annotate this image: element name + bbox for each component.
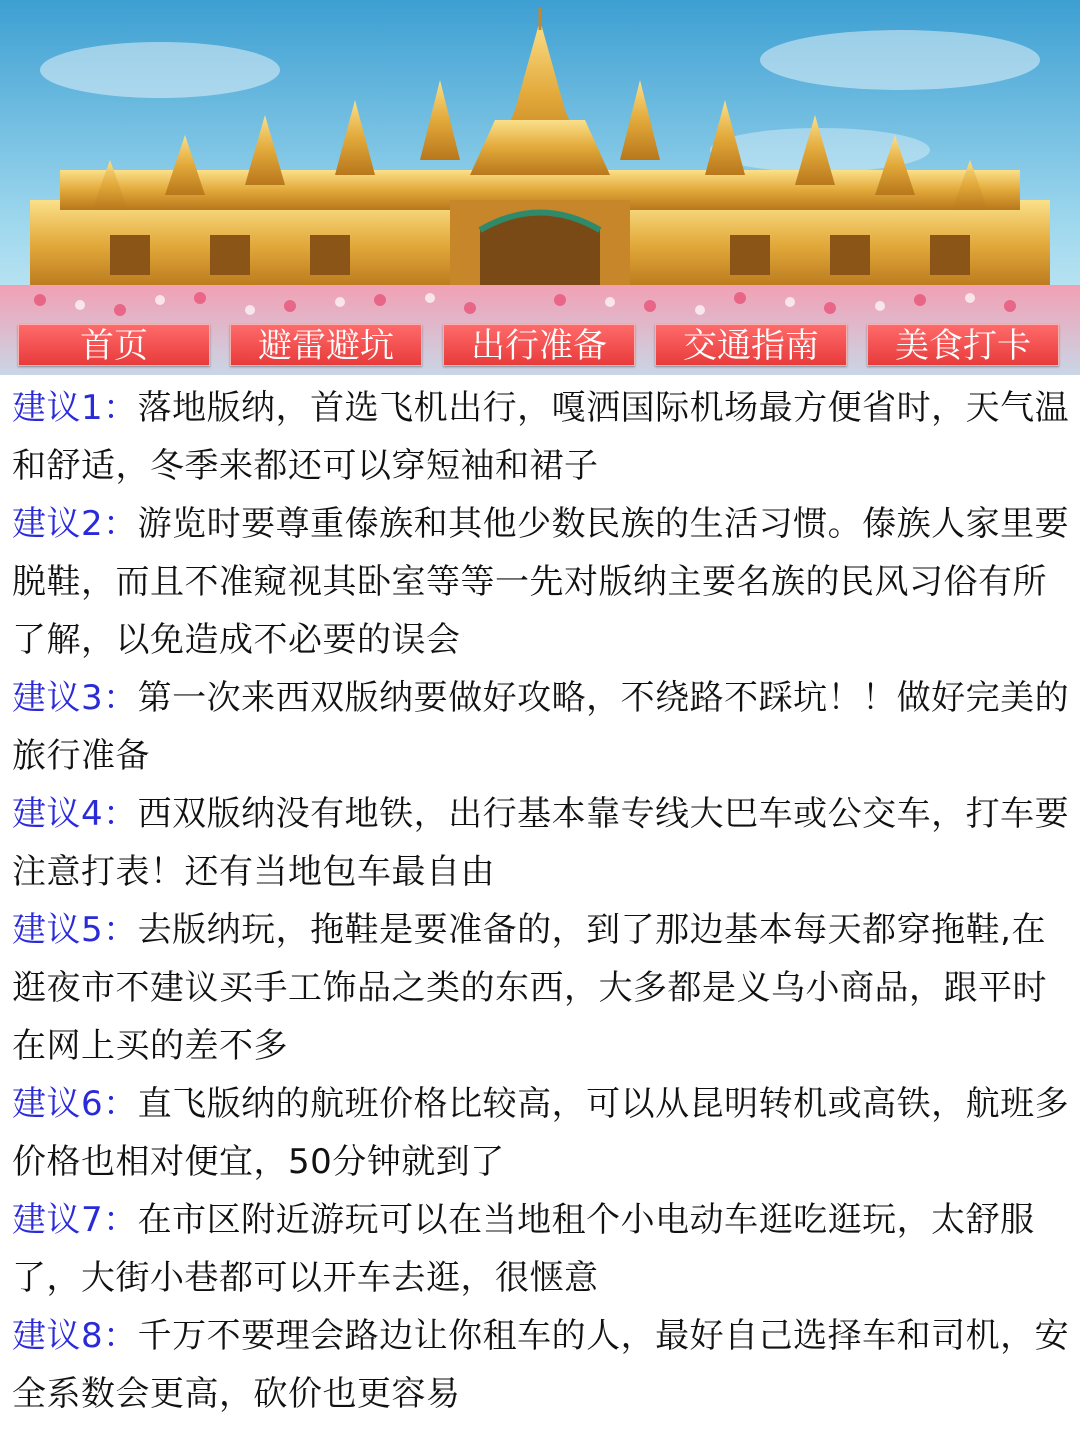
tip-text: 游览时要尊重傣族和其他少数民族的生活习惯。傣族人家里要脱鞋，而且不准窥视其卧室等等一先对版纳主要名族的民风习俗有所了解，以免造成不必要的误会 — [12, 504, 1070, 660]
tip-label: 建议7： — [12, 1200, 138, 1240]
tip-text: 在市区附近游玩可以在当地租个小电动车逛吃逛玩，太舒服了，大街小巷都可以开车去逛，很惬意 — [12, 1200, 1035, 1298]
tip-item-3 — [12, 669, 1074, 785]
tip-label: 建议4： — [12, 794, 138, 834]
tip-text: 第一次来西双版纳要做好攻略，不绕路不踩坑！！做好完美的旅行准备 — [12, 678, 1070, 776]
nav-home-button[interactable]: 首页 — [18, 324, 210, 366]
nav-transport-button[interactable]: 交通指南 — [655, 324, 847, 366]
tip-label: 建议5： — [12, 910, 138, 950]
nav-bar — [0, 318, 1080, 370]
tip-item-8 — [12, 1307, 1074, 1423]
nav-pitfalls-button[interactable]: 避雷避坑 — [230, 324, 422, 366]
nav-preparation-button[interactable]: 出行准备 — [443, 324, 635, 366]
tip-text: 落地版纳，首选飞机出行，嘎洒国际机场最方便省时，天气温和舒适，冬季来都还可以穿短袖和裙子 — [12, 388, 1070, 486]
tip-label: 建议2： — [12, 504, 138, 544]
tip-item-1 — [12, 379, 1074, 495]
tip-item-4 — [12, 785, 1074, 901]
tips-list — [12, 379, 1074, 1423]
tip-label: 建议3： — [12, 678, 138, 718]
tip-item-2 — [12, 495, 1074, 669]
nav-food-button[interactable]: 美食打卡 — [867, 324, 1059, 366]
tip-label: 建议1： — [12, 388, 138, 428]
tip-text: 直飞版纳的航班价格比较高，可以从昆明转机或高铁，航班多价格也相对便宜，50分钟就到了 — [12, 1084, 1070, 1182]
tip-label: 建议6： — [12, 1084, 138, 1124]
tip-item-5 — [12, 901, 1074, 1075]
tip-text: 西双版纳没有地铁，出行基本靠专线大巴车或公交车，打车要注意打表！还有当地包车最自由 — [12, 794, 1070, 892]
tip-label: 建议8： — [12, 1316, 138, 1356]
tip-text: 去版纳玩，拖鞋是要准备的，到了那边基本每天都穿拖鞋,在逛夜市不建议买手工饰品之类的东西，大多都是义乌小商品，跟平时在网上买的差不多 — [12, 910, 1047, 1066]
tip-text: 千万不要理会路边让你租车的人，最好自己选择车和司机，安全系数会更高，砍价也更容易 — [12, 1316, 1070, 1414]
tip-item-7 — [12, 1191, 1074, 1307]
tip-item-6 — [12, 1075, 1074, 1191]
